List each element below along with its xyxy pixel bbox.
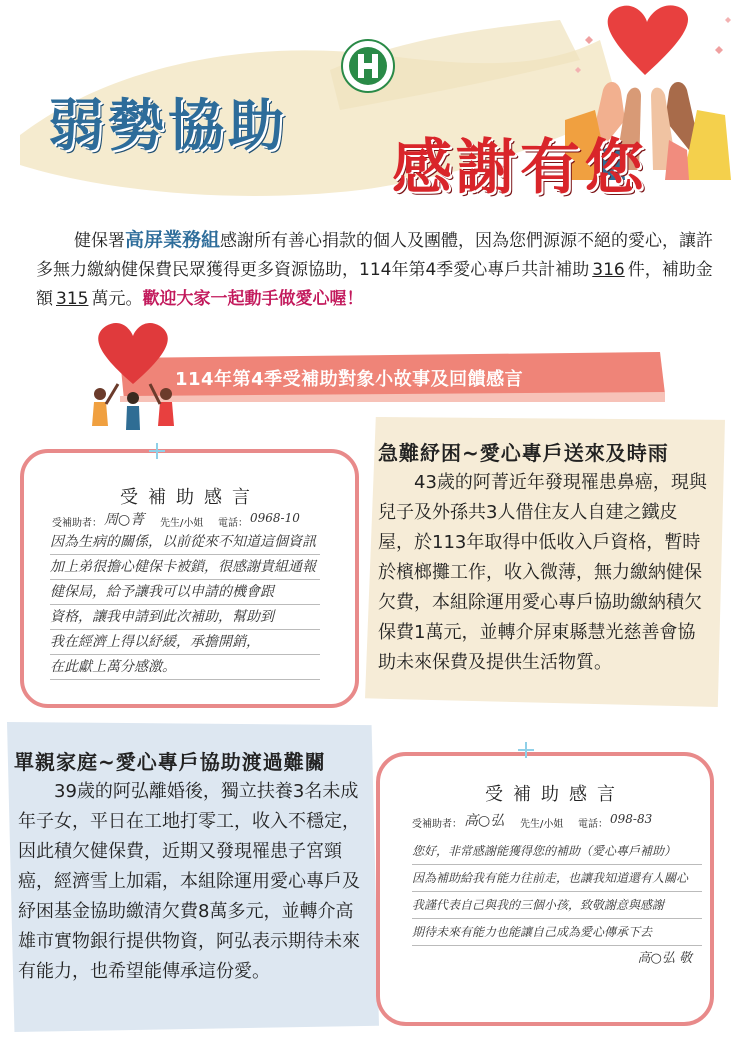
intro-count: 316: [592, 260, 625, 280]
intro-text-3: 件，補助金額: [36, 260, 713, 309]
card2-line: 您好，非常感謝能獲得您的補助（愛心專戶補助）: [412, 838, 702, 865]
card2-line: 期待未來有能力也能讓自己成為愛心傳承下去: [412, 919, 702, 946]
intro-text-2: 感謝所有善心捐款的個人及團體，因為您們源源不絕的愛心，讓許多無力繳納健保費民眾獲得更多資源協助，114年第4季愛心專戶共計補助: [36, 231, 714, 280]
card1-name: 周○菁: [104, 512, 145, 528]
card1-line: 我在經濟上得以紓緩，承擔開銷，: [50, 630, 320, 655]
card1-line: 在此獻上萬分感激。: [50, 655, 320, 680]
card1-tel-label: 電話：: [218, 518, 248, 529]
story1-body: 43歲的阿菁近年發現罹患鼻癌，現與兒子及外孫共3人借住友人自建之鐵皮屋，於113年取得中低收入戶資格，暫時於檳榔攤工作，收入微薄，無力繳納健保欠費，本組除運用愛心專戶協助繳納積欠保費1萬元，並轉介屏東縣慧光慈善會協助未來保費及提供生活物質。: [378, 472, 707, 673]
card1-message: [50, 530, 320, 680]
card1-name-label: 受補助者：: [52, 518, 102, 529]
heart-people-illustration: [78, 318, 188, 440]
card2-title-label: 先生/小姐: [520, 819, 564, 830]
story1-title: 急難紓困~愛心專戶送來及時雨: [378, 441, 669, 465]
card2-name: 高○弘: [464, 813, 505, 829]
card2-tel-label: 電話：: [578, 819, 608, 830]
banner-title: 114年第4季受補助對象小故事及回饋感言: [175, 369, 524, 390]
card1-title: 受補助感言: [120, 487, 260, 508]
card1-line: 資格，讓我申請到此次補助，幫助到: [50, 605, 320, 630]
story2-title: 單親家庭~愛心專戶協助渡過難關: [14, 750, 326, 774]
card2-title: 受補助感言: [485, 784, 625, 805]
intro-text-1: 健保署: [74, 231, 125, 251]
card2-name-label: 受補助者：: [412, 819, 462, 830]
card2-line: 因為補助給我有能力往前走，也讓我知道還有人關心: [412, 865, 702, 892]
intro-paragraph: [36, 226, 716, 314]
title-weak-assist: 弱勢協助: [48, 94, 288, 159]
card2-message: [412, 838, 702, 972]
card1-tel: 0968-10: [250, 511, 300, 525]
intro-text-4: 萬元。: [91, 289, 143, 309]
card1-line: 因為生病的關係，以前從來不知道這個資訊: [50, 530, 320, 555]
card2-signature: 高○弘 敬: [637, 951, 692, 966]
story2-body: 39歲的阿弘離婚後，獨立扶養3名未成年子女，平日在工地打零工，收入不穩定，因此積欠健保費，近期又發現罹患子宮頸癌，經濟雪上加霜，本組除運用愛心專戶及紓困基金協助繳清欠費8萬多元，並轉介高雄市實物銀行提供物資，阿弘表示期待未來有能力，也希望能傳承這份愛。: [18, 781, 360, 982]
card1-line: 加上弟很擔心健保卡被鎖，很感謝貴組通報: [50, 555, 320, 580]
intro-org: 高屏業務組: [125, 229, 221, 251]
intro-cta: 歡迎大家一起動手做愛心喔！: [142, 289, 364, 309]
intro-amount: 315: [56, 289, 89, 309]
card2-line: 我謹代表自己與我的三個小孩，致敬謝意與感謝: [412, 892, 702, 919]
card1-title-label: 先生/小姐: [160, 518, 204, 529]
card1-line: 健保局，給予讓我可以申請的機會跟: [50, 580, 320, 605]
title-thanks: 感謝有您: [392, 133, 648, 203]
card2-tel: 098-83: [610, 812, 653, 826]
nhi-logo-icon: [340, 38, 396, 94]
